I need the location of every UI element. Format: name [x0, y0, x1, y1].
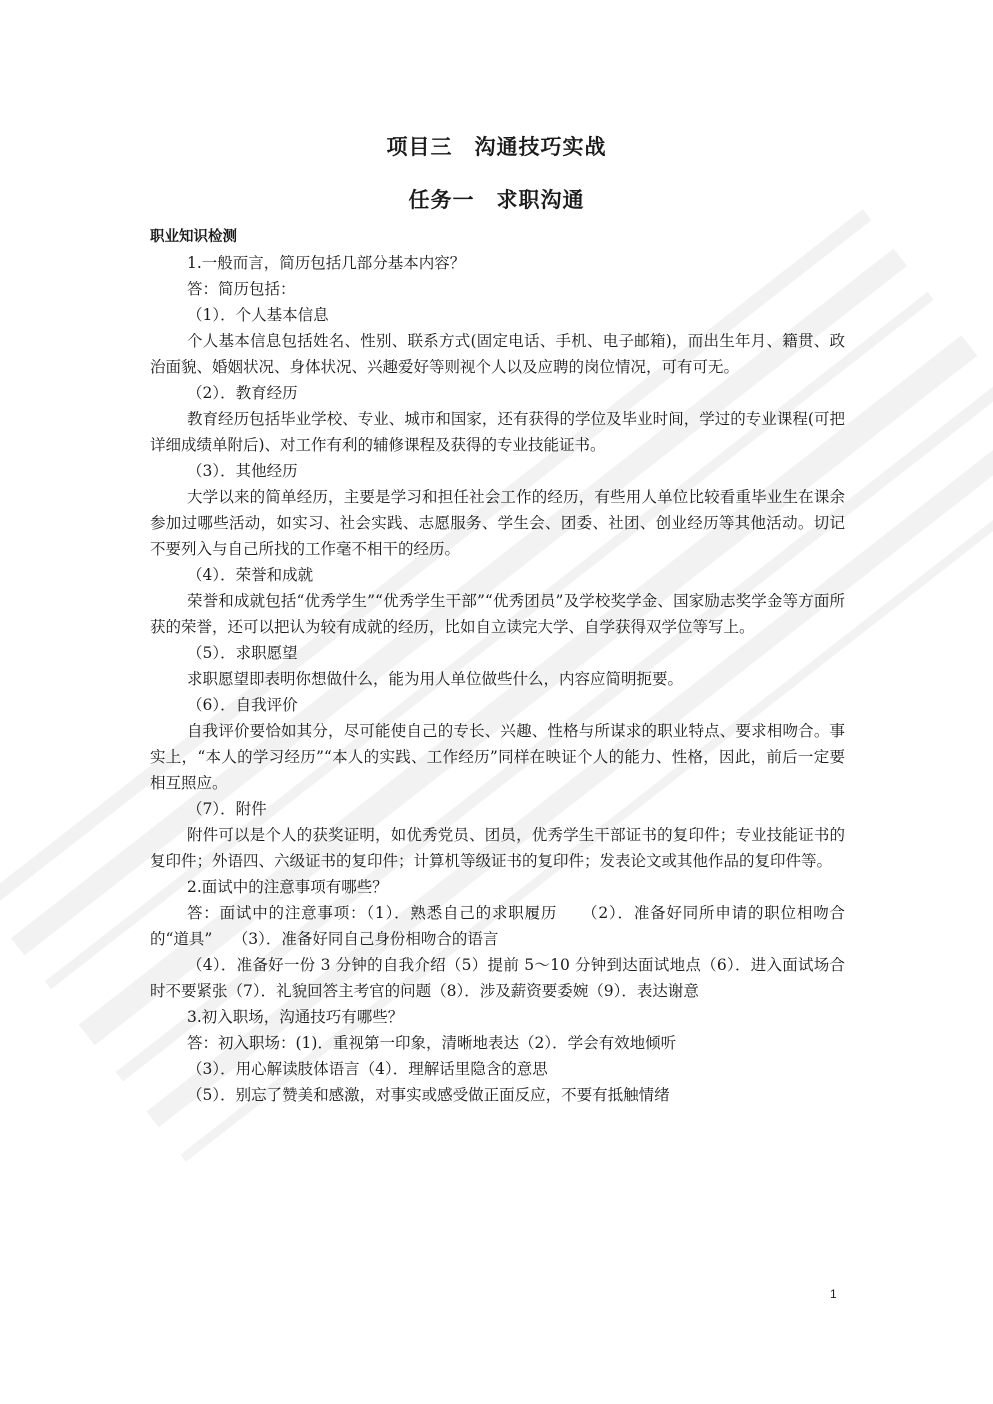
answer-3-line: （3）．用心解读肢体语言（4）．理解话里隐含的意思 [187, 1060, 548, 1078]
item-text: 个人基本信息包括姓名、性别、联系方式(固定电话、手机、电子邮箱)，而出生年月、籍贯、政治面貌、婚姻状况、身体状况、兴趣爱好等则视个人以及应聘的岗位情况，可有可无。 [150, 332, 845, 376]
answer-2-part2: （4）．准备好一份 3 分钟的自我介绍（5）提前 5～10 分钟到达面试地点（6）．进入面试场合时不要紧张（7）．礼貌回答主考官的问题（8）．涉及薪资要委婉（9）．表达谢意 [150, 956, 845, 1000]
question-3: 3.初入职场，沟通技巧有哪些？ [187, 1008, 404, 1026]
item-heading: （2）．教育经历 [187, 384, 298, 402]
section-heading: 职业知识检测 [150, 229, 237, 245]
item-text: 自我评价要恰如其分，尽可能使自己的专长、兴趣、性格与所谋求的职业特点、要求相吻合。事实上，“本人的学习经历”“本人的实践、工作经历”同样在映证个人的能力、性格，因此，前后一定要相互照应。 [150, 722, 845, 792]
task-title: 任务一 求职沟通 [408, 188, 585, 212]
item-heading: （6）．自我评价 [187, 696, 298, 714]
question-1: 1.一般而言，简历包括几部分基本内容？ [187, 254, 466, 272]
item-text: 荣誉和成就包括“优秀学生”“优秀学生干部”“优秀团员”及学校奖学金、国家励志奖学金等方面所获的荣誉，还可以把认为较有成就的经历，比如自立读完大学、自学获得双学位等写上。 [150, 592, 845, 636]
item-heading: （4）．荣誉和成就 [187, 566, 314, 584]
item-text: 教育经历包括毕业学校、专业、城市和国家，还有获得的学位及毕业时间，学过的专业课程(可把详细成绩单附后)、对工作有利的辅修课程及获得的专业技能证书。 [150, 410, 845, 454]
question-2: 2.面试中的注意事项有哪些？ [187, 878, 388, 896]
item-text: 附件可以是个人的获奖证明，如优秀党员、团员，优秀学生干部证书的复印件；专业技能证书的复印件；外语四、六级证书的复印件；计算机等级证书的复印件；发表论文或其他作品的复印件等。 [150, 826, 845, 870]
answer-2-part1: 答：面试中的注意事项：（1）．熟悉自己的求职履历 （2）．准备好同所申请的职位相吻合的“道具” （3）．准备好同自己身份相吻合的语言 [150, 904, 845, 948]
project-title: 项目三 沟通技巧实战 [386, 135, 607, 159]
answer-3-line: （5）．别忘了赞美和感激，对事实或感受做正面反应，不要有抵触情绪 [187, 1086, 670, 1104]
item-heading: （7）．附件 [187, 800, 267, 818]
page-number: 1 [830, 1287, 837, 1301]
item-heading: （1）．个人基本信息 [187, 306, 329, 324]
document-body [150, 224, 845, 1108]
item-text: 大学以来的简单经历，主要是学习和担任社会工作的经历，有些用人单位比较看重毕业生在课余参加过哪些活动，如实习、社会实践、志愿服务、学生会、团委、社团、创业经历等其他活动。切记不要列入与自己所找的工作毫不相干的经历。 [150, 488, 845, 558]
item-heading: （5）．求职愿望 [187, 644, 298, 662]
answer-1-intro: 答：简历包括： [187, 280, 296, 298]
item-heading: （3）．其他经历 [187, 462, 298, 480]
item-text: 求职愿望即表明你想做什么，能为用人单位做些什么，内容应简明扼要。 [187, 670, 684, 688]
answer-3-line: 答：初入职场：(1)．重视第一印象，清晰地表达（2）．学会有效地倾听 [187, 1034, 677, 1052]
